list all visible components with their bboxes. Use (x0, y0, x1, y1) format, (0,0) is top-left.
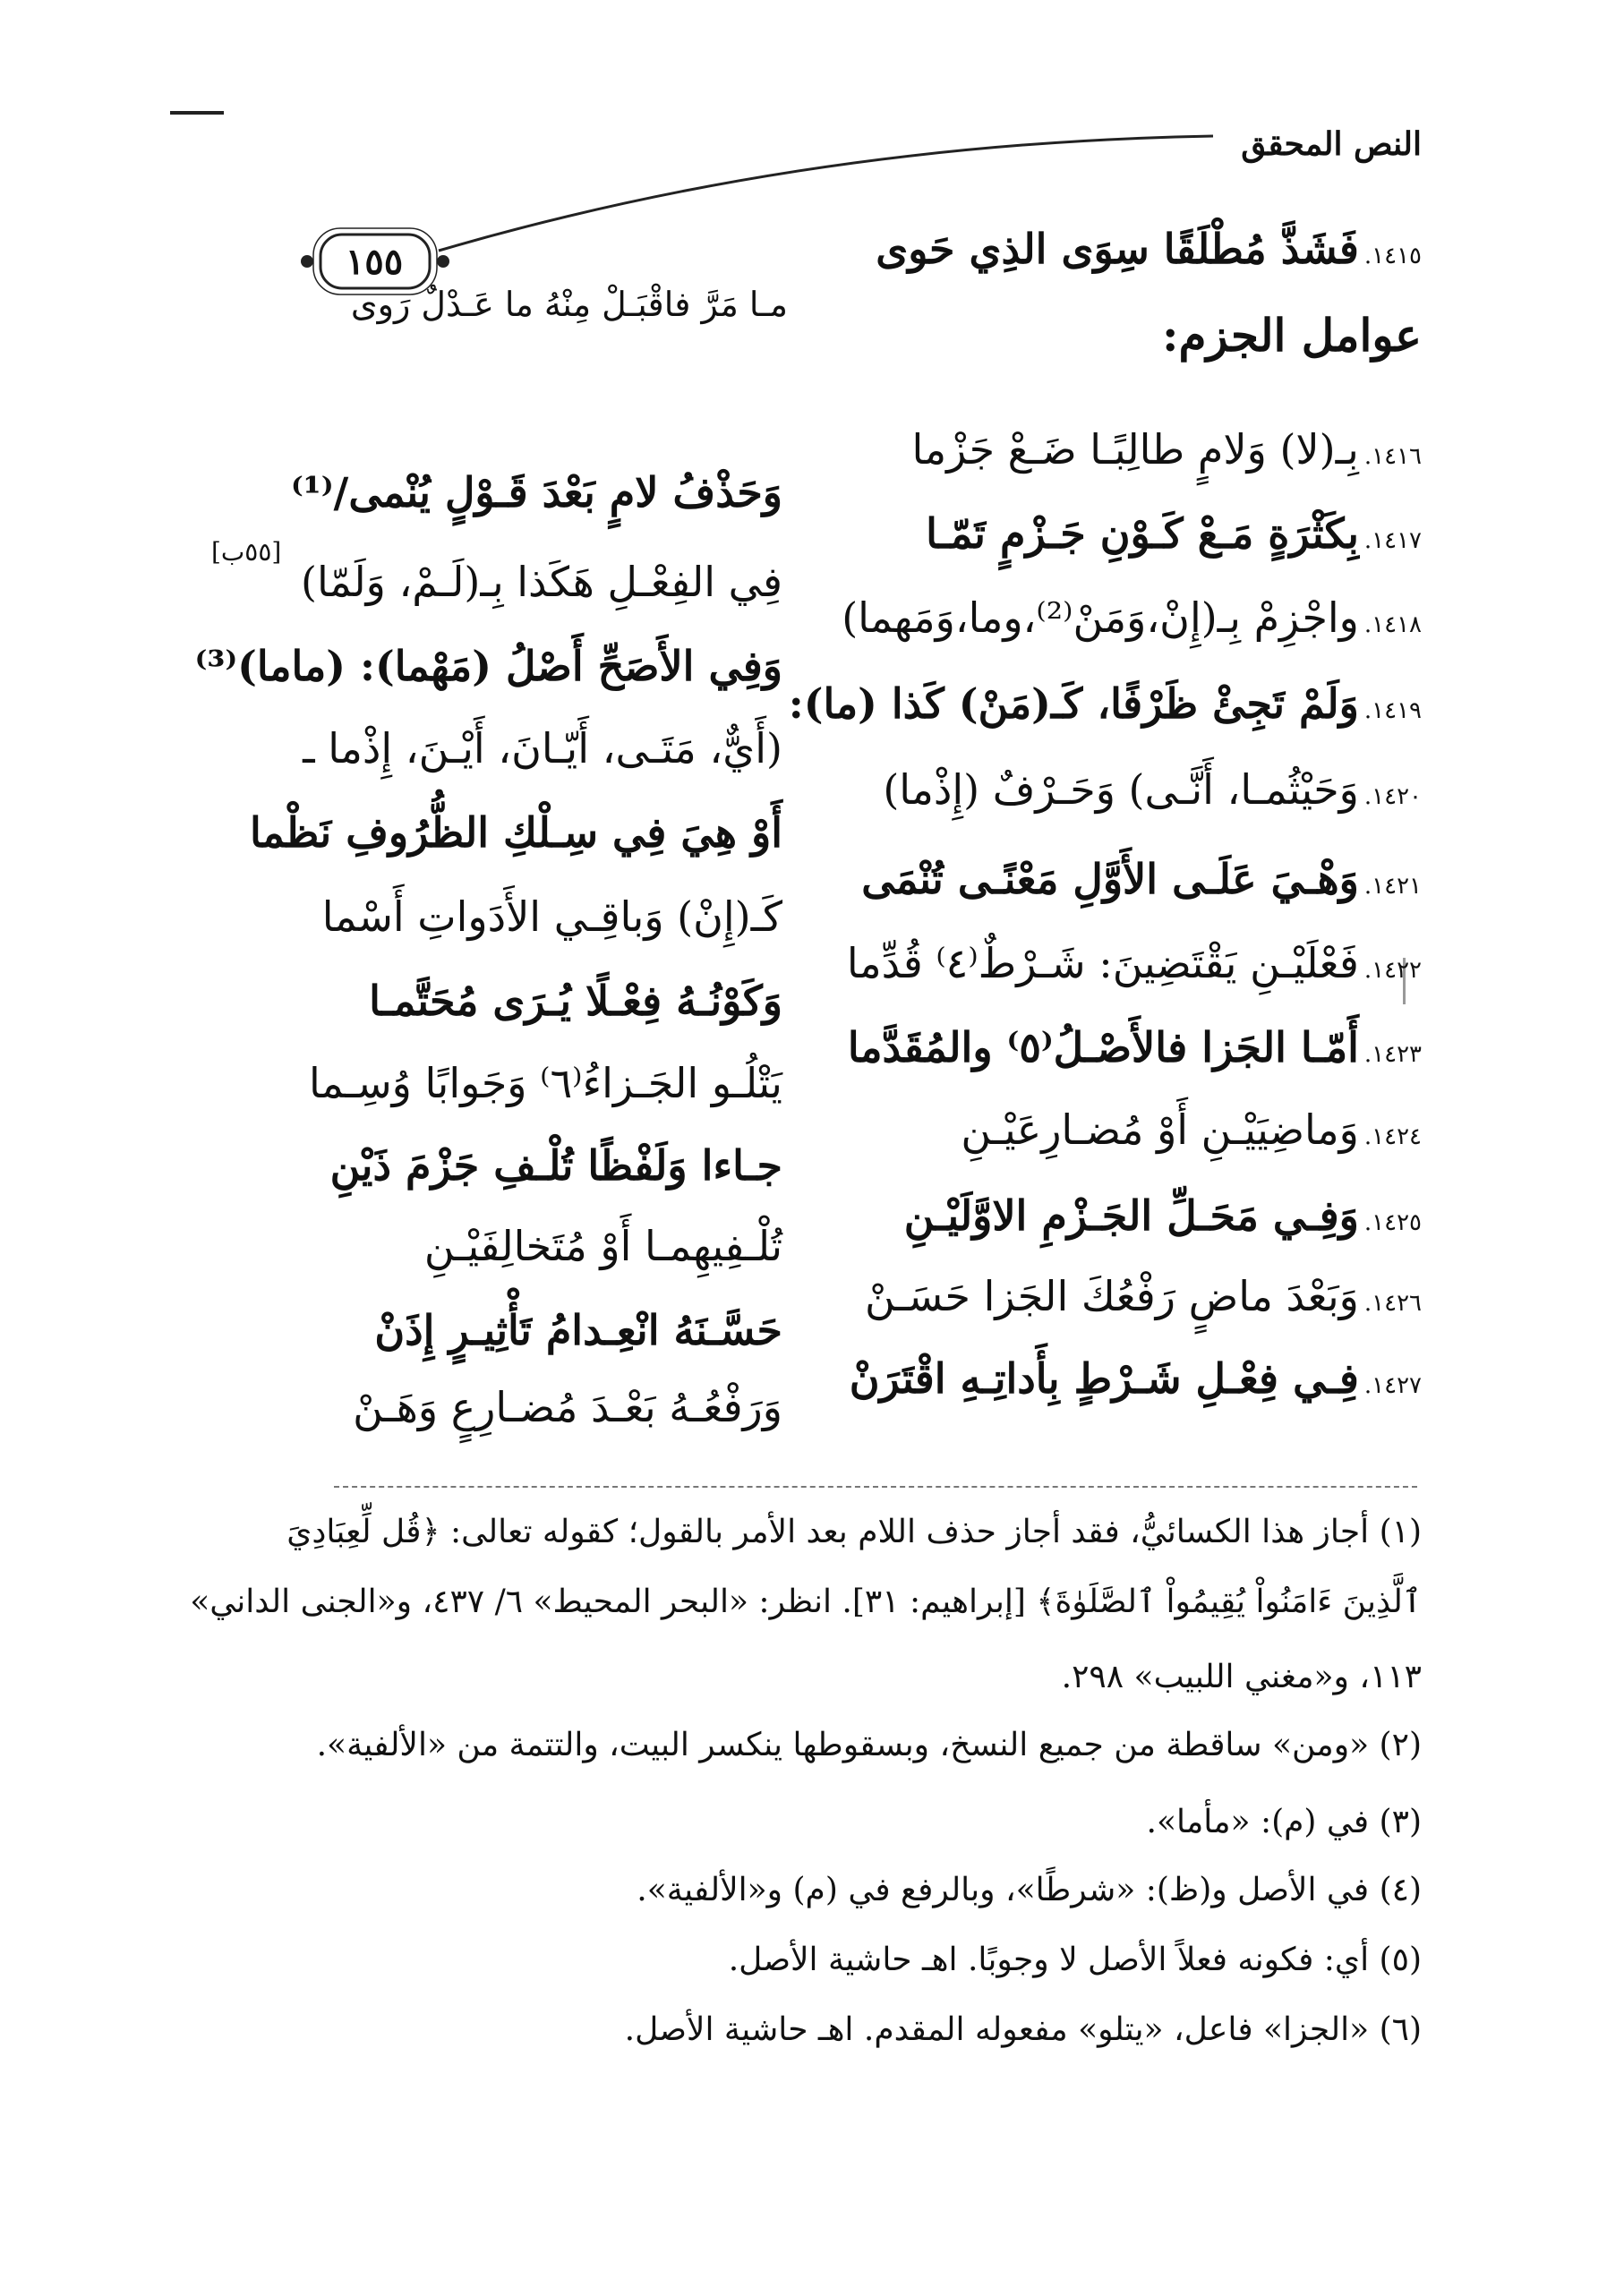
verse-1415-sadr (795, 213, 1422, 285)
footnote-6: (٦) «الجزا» فاعل، «يتلو» مفعوله المقدم. اهـ حاشية الأصل. (624, 2011, 1422, 2048)
footnote-separator (334, 1486, 1417, 1488)
verse-1419-sadr (788, 668, 1422, 739)
verse-number: ١٤١٧. (1363, 527, 1422, 554)
verse-1420-ajuz: أَوْ هِيَ فِي سِـلْكِ الظُّرُوفِ نَظْما (250, 808, 782, 857)
verse-number: ١٤١٨. (1363, 611, 1422, 638)
verse-text: وَبَعْدَ ماضٍ رَفْعُكَ الجَزا حَسَـنْ (864, 1272, 1359, 1320)
verse-number: ١٤٢٧. (1363, 1372, 1422, 1399)
verse-1424-sadr (795, 1094, 1422, 1165)
verse-1418-ajuz: وَفِي الأَصَحِّ أَصْلُ (مَهْما): (ماما)⁽³⁾ (194, 642, 782, 690)
verse-1422-sadr (795, 927, 1422, 999)
verse-1416-sadr (795, 414, 1422, 485)
footnote-5: (٥) أي: فكونه فعلاً الأصل لا وجوبًا. اهـ حاشية الأصل. (728, 1942, 1422, 1978)
verse-text: وَلَمْ تَجِئْ ظَرْفًا، كَـ(مَنْ) كَذا (ما): (788, 679, 1359, 728)
verse-number: ١٤٢٢. (1363, 957, 1422, 984)
page-number: ١٥٥ (345, 241, 404, 283)
folio-note: [٥٥ب] (211, 537, 282, 567)
footnote-3: (٣) في (م): «مأما». (1146, 1804, 1422, 1840)
verse-number: ١٤٢٥. (1363, 1209, 1422, 1236)
verse-text: وَهْـيَ عَلَـى الأَوَّلِ مَعْنًـى تُنْمَى (861, 855, 1359, 903)
verse-1417-ajuz: فِي الفِعْـلِ هَكَذا بِـ(لَـمْ، وَلَمّا) (301, 558, 782, 606)
verse-text: فَشَذَّ مُطْلَقًا سِوَى الذِي حَوى (876, 225, 1359, 273)
section-heading: عوامل الجزم: (1161, 309, 1422, 362)
verse-1419-ajuz: (أَيٌّ، مَتَـى، أَيّـانَ، أَيْـنَ، إِذْما ـ (303, 724, 782, 772)
verse-1417-sadr (795, 498, 1422, 569)
verse-1425-ajuz: تُلْـفِيهِمـا أَوْ مُتَخالِفَيْـنِ (423, 1222, 782, 1270)
verse-1421-ajuz: كَـ(إِنْ) وَباقِـي الأَدَواتِ أَسْما (321, 892, 782, 941)
verse-text: بِـ(لا) وَلامٍ طالِبًـا ضَـعْ جَزْما (911, 425, 1359, 474)
verse-text: أَمّـا الجَزا فالأَصْـلُ⁽٥⁾ والمُقَدَّما (847, 1023, 1359, 1071)
verse-number: ١٤١٥. (1363, 243, 1422, 269)
verse-1427-ajuz: وَرَفْعُـهُ بَعْـدَ مُضـارِعٍ وَهَـنْ (353, 1383, 782, 1431)
verse-text: واجْزِمْ بِـ(إِنْ،وَمَنْ⁽²⁾،وما،وَمَهما) (842, 593, 1359, 642)
verse-1421-sadr (795, 843, 1422, 915)
verse-1427-sadr (795, 1343, 1422, 1414)
verse-text: وَماضِيَيْـنِ أَوْ مُضـارِعَيْـنِ (961, 1105, 1359, 1154)
verse-1424-ajuz: جـاءا وَلَفْظًا تُلْـفِ جَزْمَ ذَيْنِ (329, 1141, 782, 1190)
verse-text: فِـي فِعْـلِ شَـرْطٍ بِأَداتِـهِ اقْتَرَنْ (849, 1354, 1359, 1403)
verse-1416-ajuz: وَحَذْفُ لامٍ بَعْدَ قَـوْلٍ يُنْمى/⁽¹⁾ (290, 468, 782, 516)
verse-number: ١٤١٩. (1363, 697, 1422, 724)
verse-1426-sadr (795, 1260, 1422, 1332)
verse-text: بِكَثْرَةٍ مَـعْ كَـوْنِ جَـزْمٍ تَمّـا (926, 509, 1359, 558)
verse-number: ١٤٢٠. (1363, 783, 1422, 810)
verse-1422-ajuz: وَكَوْنُـهُ فِعْـلًا يُـرَى مُحَتَّمـا (369, 977, 782, 1025)
footnote-1-end: ١١٣، و«مغني اللبيب» ٢٩٨. (1061, 1659, 1422, 1695)
footnote-1-cont: ٱلَّذِينَ ءَامَنُواْ يُقِيمُواْ ٱلصَّلَوٰةَ﴾ [إبراهيم: ٣١]. انظر: «البحر المحيط» ٦/ ٤٣٧، و«الجنى الداني» (190, 1583, 1422, 1620)
verse-1420-sadr (795, 754, 1422, 825)
verse-number: ١٤١٦. (1363, 443, 1422, 470)
verse-number: ١٤٢٤. (1363, 1123, 1422, 1150)
footnote-4: (٤) في الأصل و(ظ): «شرطًا»، وبالرفع في (م) و«الألفية». (637, 1872, 1422, 1908)
verse-text: فَعْلَيْـنِ يَقْتَضِينَ: شَـرْطٌ⁽٤⁾ قُدِّما (846, 939, 1359, 987)
verse-1418-sadr (795, 582, 1422, 653)
verse-number: ١٤٢٦. (1363, 1290, 1422, 1317)
running-title: النص المحقق (1241, 125, 1422, 163)
verse-text: وَفِـي مَحَـلِّ الجَـزْمِ الاوَّلَيْـنِ (903, 1191, 1359, 1240)
verse-1425-sadr (795, 1180, 1422, 1251)
verse-1415-ajuz: مـا مَرَّ فاقْبَـلْ مِنْهُ ما عَـدْلٌ رَوى (350, 285, 788, 324)
footnote-2: (٢) «ومن» ساقطة من جميع النسخ، وبسقوطها ينكسر البيت، والتتمة من «الألفية». (316, 1727, 1422, 1763)
verse-1423-sadr (795, 1011, 1422, 1083)
verse-number: ١٤٢١. (1363, 873, 1422, 900)
verse-text: وَحَيْثُمـا، أَنَّـى) وَحَـرْفٌ (إِذْما) (883, 765, 1359, 814)
verse-number: ١٤٢٣. (1363, 1041, 1422, 1068)
verse-1423-ajuz: يَتْلُـو الجَـزاءُ⁽٦⁾ وَجَوابًا وُسِـما (309, 1059, 782, 1107)
verse-1426-ajuz: حَسَّـنَهُ انْعِـدامُ تَأْثِيـرٍ إِذَنْ (374, 1306, 782, 1354)
footnote-1: (١) أجاز هذا الكسائيُّ، فقد أجاز حذف اللام بعد الأمر بالقول؛ كقوله تعالى: ﴿قُل لِّعِبَادِيَ (286, 1514, 1422, 1550)
